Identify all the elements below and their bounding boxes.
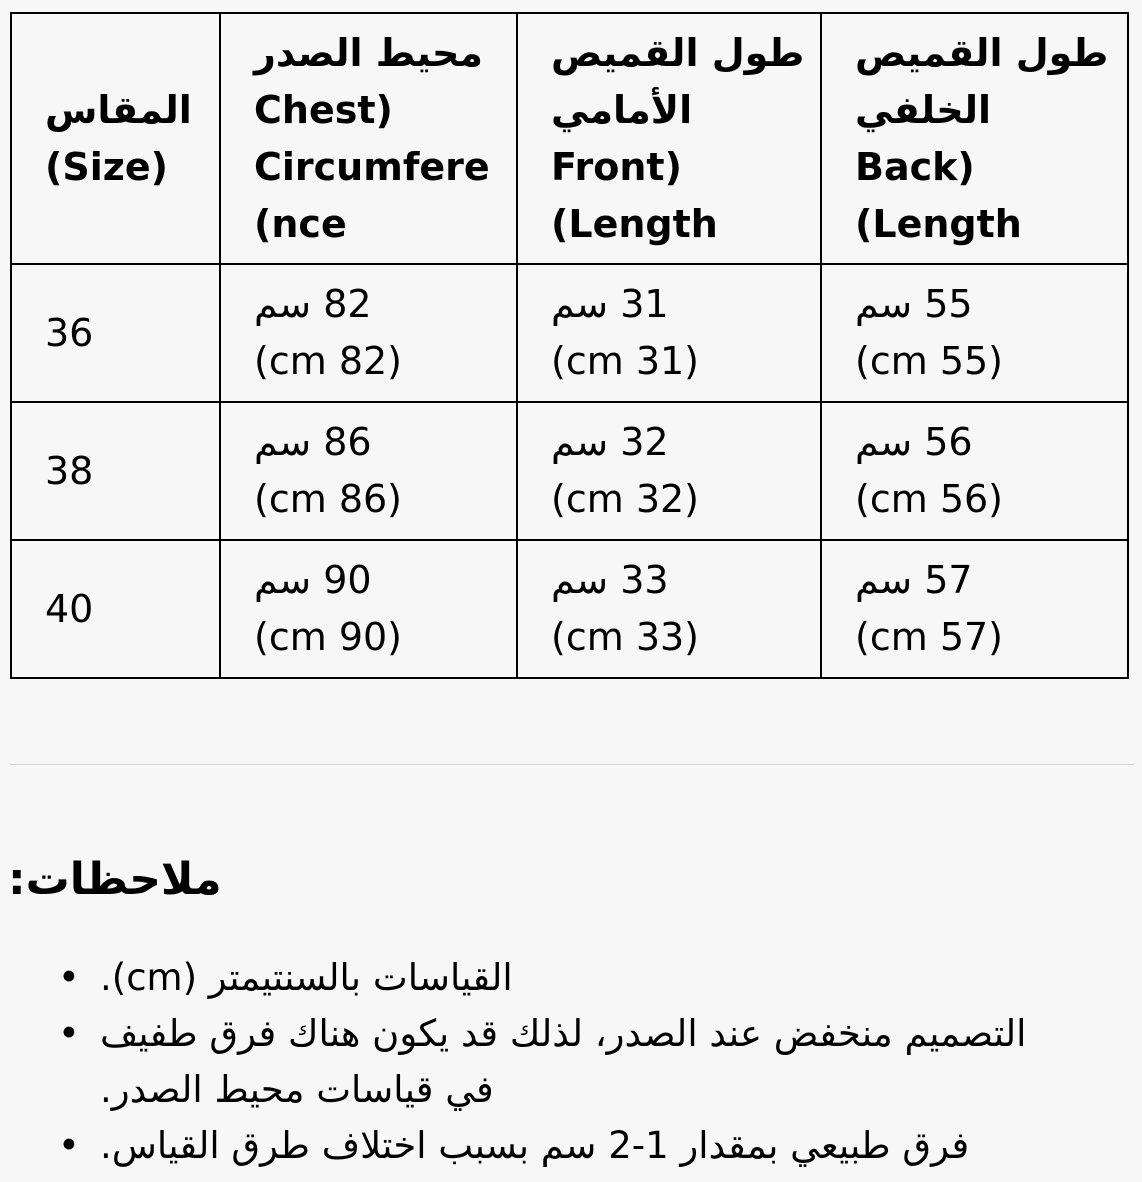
cell-value-ar: 33 سم xyxy=(551,558,669,602)
header-front-line: طول القميص xyxy=(551,30,805,75)
cell-value-ar: 56 سم xyxy=(855,420,973,464)
cell-value-ar: 90 سم xyxy=(254,558,372,602)
cell-value-en: (cm 82) xyxy=(254,339,402,383)
cell-value-en: (cm 33) xyxy=(551,615,699,659)
cell-value-ar: 55 سم xyxy=(855,282,973,326)
cell-chest xyxy=(220,540,517,678)
cell-size: 40 xyxy=(11,540,220,678)
header-size xyxy=(11,13,220,264)
cell-value-en: (cm 56) xyxy=(855,477,1003,521)
cell-front xyxy=(517,540,821,678)
note-text: فرق طبيعي بمقدار 1-2 سم بسبب اختلاف طرق القياس. xyxy=(100,1124,970,1167)
header-size-line: (Size) xyxy=(45,144,169,189)
cell-back xyxy=(821,540,1128,678)
header-back-line: Back) xyxy=(855,144,975,189)
header-chest-line: Circumfere xyxy=(254,144,490,189)
cell-front xyxy=(517,402,821,540)
header-front-line: الأمامي xyxy=(551,87,693,132)
cell-chest xyxy=(220,402,517,540)
bullet-icon: • xyxy=(58,1124,80,1167)
cell-value-ar: 86 سم xyxy=(254,420,372,464)
header-back-length xyxy=(821,13,1128,264)
cell-value-en: (cm 90) xyxy=(254,615,402,659)
cell-size: 38 xyxy=(11,402,220,540)
header-chest-line: Chest) xyxy=(254,87,393,132)
header-back-line: طول القميص xyxy=(855,30,1109,75)
size-chart-table xyxy=(10,12,1129,679)
cell-value-ar: 32 سم xyxy=(551,420,669,464)
table-row xyxy=(11,540,1128,678)
cell-value-en: (cm 31) xyxy=(551,339,699,383)
cell-value-en: (cm 86) xyxy=(254,477,402,521)
notes-heading: ملاحظات: xyxy=(8,854,222,905)
header-front-line: Front) xyxy=(551,144,682,189)
table-row xyxy=(11,402,1128,540)
note-text: القياسات بالسنتيمتر (cm). xyxy=(100,956,513,999)
notes-list xyxy=(58,950,1118,1174)
table-header-row xyxy=(11,13,1128,264)
bullet-icon: • xyxy=(58,1012,80,1055)
header-front-length xyxy=(517,13,821,264)
list-item xyxy=(58,1118,1118,1174)
cell-size: 36 xyxy=(11,264,220,402)
cell-value-ar: 82 سم xyxy=(254,282,372,326)
header-back-line: الخلفي xyxy=(855,87,991,132)
cell-value-en: (cm 32) xyxy=(551,477,699,521)
header-chest-line: محيط الصدر xyxy=(254,30,483,75)
header-back-line: (Length xyxy=(855,201,1022,246)
note-text: التصميم منخفض عند الصدر، لذلك قد يكون هناك فرق طفيف xyxy=(100,1012,1027,1055)
bullet-icon: • xyxy=(58,956,80,999)
cell-value-en: (cm 57) xyxy=(855,615,1003,659)
list-item xyxy=(58,1006,1118,1118)
header-chest xyxy=(220,13,517,264)
cell-back xyxy=(821,264,1128,402)
header-chest-line: (nce xyxy=(254,201,347,246)
table-row xyxy=(11,264,1128,402)
cell-value-en: (cm 55) xyxy=(855,339,1003,383)
list-item xyxy=(58,950,1118,1006)
cell-value-ar: 31 سم xyxy=(551,282,669,326)
cell-value-ar: 57 سم xyxy=(855,558,973,602)
header-size-line: المقاس xyxy=(45,87,192,132)
header-front-line: (Length xyxy=(551,201,718,246)
cell-chest xyxy=(220,264,517,402)
note-text: في قياسات محيط الصدر. xyxy=(100,1068,494,1111)
section-divider xyxy=(10,764,1134,765)
cell-back xyxy=(821,402,1128,540)
cell-front xyxy=(517,264,821,402)
